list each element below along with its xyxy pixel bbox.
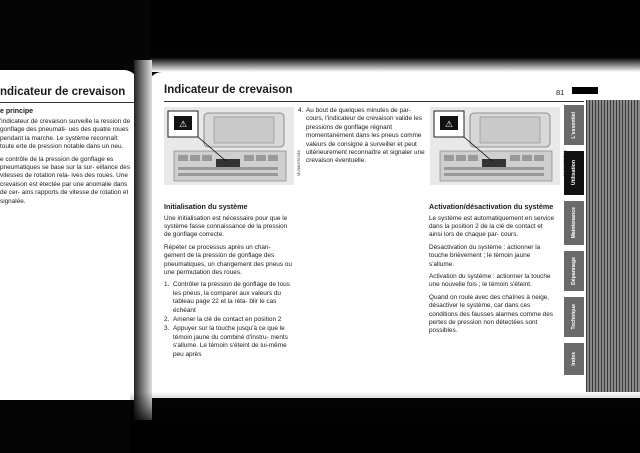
tab-essentiel[interactable] [564, 105, 584, 145]
initialisation-title: Initialisation du système [164, 202, 248, 211]
step-4-text: Au bout de quelques minutes de par- cours, l'indicateur de crevaison valide les pressions de gonflage régnant momentanément dans les pneus comme valeurs de consigne à surveiller et peut ultérieurement reconnaître et signaler une crevaison éventuelle. [306, 107, 425, 165]
title-rule [164, 101, 584, 102]
left-page-subheading: e principe [0, 108, 34, 115]
tab-label: L'essentiel [571, 111, 577, 139]
init-step-number: 3. [164, 325, 170, 333]
page-edge-stack [586, 100, 640, 392]
initialisation-section [164, 203, 292, 360]
activation-section [429, 203, 557, 340]
book-gutter [134, 60, 152, 420]
left-heading-rule [0, 102, 134, 103]
init-step-2 [164, 316, 292, 324]
tab-label: Index [571, 352, 577, 366]
tab-index[interactable] [564, 343, 584, 375]
act-paragraph-3: Activation du système : actionner la touche une nouvelle fois ; le témoin s'éteint. [429, 273, 551, 289]
figure-code-1: MV08075CMA [296, 150, 301, 177]
init-step-text: Appuyer sur la touche jusqu'à ce que le témoin jaune du combiné d'instru- ments s'allume. Le témoin s'éteint de lui-même peu après [173, 325, 288, 358]
left-page-body [0, 118, 132, 210]
left-page-heading: ndicateur de crevaison [0, 86, 126, 98]
step-4 [298, 107, 426, 166]
page-marker-bar [572, 87, 598, 94]
init-step-text: Amener la clé de contact en position 2 [173, 316, 282, 324]
left-paragraph-2: e contrôle de la pression de gonflage es pneumatiques se base sur la sur- eillance des vitesses de rotation rela- ives des roues. Une crevaison est étectée par une anomalie dans de cer- ains rapports de vitesse de rotation et signalée. [0, 155, 131, 205]
svg-text:⚠: ⚠ [444, 120, 454, 130]
act-paragraph-4: Quand on roule avec des chaînes à neige, désactiver le système, car dans ces conditions des fausses alarmes comme des pertes de pression non détectées sont possibles. [429, 293, 553, 335]
tab-maintenance[interactable] [564, 201, 584, 245]
step-4-number: 4. [298, 107, 304, 114]
activation-title: Activation/désactivation du système [429, 202, 554, 211]
tab-label: Utilisation [571, 160, 577, 186]
svg-text:⚠: ⚠ [178, 120, 188, 130]
tab-label: Maintenance [571, 207, 577, 239]
thumb-tabs [564, 105, 586, 380]
init-paragraph-2: Répéter ce processus après un chan- gement de la pression de gonflage des pneumatiques, un changement des pneus ou une permutation des roues. [164, 243, 292, 277]
init-step-number: 1. [164, 281, 170, 289]
init-step-1 [164, 281, 292, 315]
init-step-text: Contrôler la pression de gonflage de tous les pneus, la comparer aux valeurs du tableau page 22 et la réta- blir le cas échéant [173, 281, 290, 314]
dashboard-figure-1 [164, 107, 294, 185]
scan-shadow-top [150, 0, 640, 72]
left-paragraph-1: 'indicateur de crevaison surveille la ression de gonflage des pneumati- ues des quatre roues pendant la marche. Le système reconnaît toute erte de pression notable dans un neu. [0, 118, 131, 151]
scan-shadow-bottom [130, 392, 640, 453]
tab-label: Technique [571, 304, 577, 330]
page-number: 81 [556, 88, 565, 97]
init-step-number: 2. [164, 316, 170, 324]
page-title: Indicateur de crevaison [164, 84, 293, 96]
tab-utilisation[interactable] [564, 151, 584, 195]
tab-depannage[interactable] [564, 251, 584, 291]
init-paragraph-1: Une initialisation est nécessaire pour que le système fasse connaissance de la pression de gonflage correcte. [164, 214, 288, 239]
init-step-3 [164, 325, 292, 359]
dashboard-figure-2 [430, 107, 560, 185]
act-paragraph-2: Désactivation du système : actionner la touche brièvement ; le témoin jaune s'allume. [429, 243, 541, 268]
tab-technique[interactable] [564, 297, 584, 337]
tab-label: Dépannage [571, 257, 577, 285]
init-steps-list [164, 281, 292, 359]
act-paragraph-1: Le système est automatiquement en service dans la position 2 de la clé de contact et ainsi lors de chaque par- cours. [429, 214, 555, 239]
